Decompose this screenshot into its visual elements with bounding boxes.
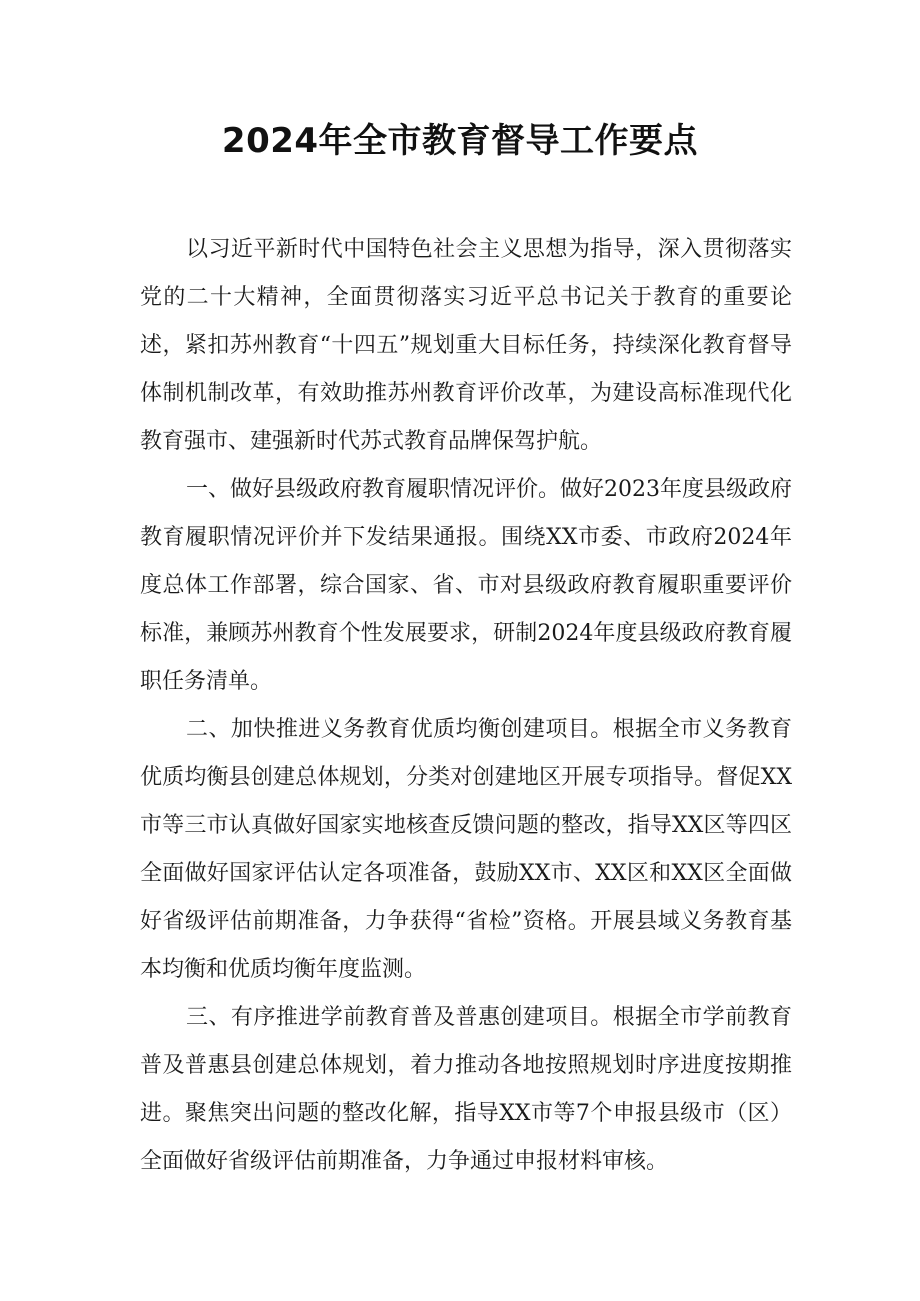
paragraph-intro: 以习近平新时代中国特色社会主义思想为指导，深入贯彻落实党的二十大精神，全面贯彻落实习近平总书记关于教育的重要论述，紧扣苏州教育“十四五”规划重大目标任务，持续深化教育督导体制机制改革，有效助推苏州教育评价改革，为建设高标准现代化教育强市、建强新时代苏式教育品牌保驾护航。 — [140, 237, 792, 454]
document-body — [140, 226, 792, 1186]
document-title: 2024年全市教育督导工作要点 — [221, 121, 699, 161]
paragraph-section-1: 一、做好县级政府教育履职情况评价。做好2023年度县级政府教育履职情况评价并下发结果通报。围绕XX市委、市政府2024年度总体工作部署，综合国家、省、市对县级政府教育履职重要评价标准，兼顾苏州教育个性发展要求，研制2024年度县级政府教育履职任务清单。 — [140, 477, 792, 694]
paragraph-section-3: 三、有序推进学前教育普及普惠创建项目。根据全市学前教育普及普惠县创建总体规划，着力推动各地按照规划时序进度按期推进。聚焦突出问题的整改化解，指导XX市等7个申报县级市（区）全面做好省级评估前期准备，力争通过申报材料审核。 — [140, 1005, 792, 1174]
paragraph-section-2: 二、加快推进义务教育优质均衡创建项目。根据全市义务教育优质均衡县创建总体规划，分类对创建地区开展专项指导。督促XX市等三市认真做好国家实地核查反馈问题的整改，指导XX区等四区全面做好国家评估认定各项准备，鼓励XX市、XX区和XX区全面做好省级评估前期准备，力争获得“省检”资格。开展县域义务教育基本均衡和优质均衡年度监测。 — [140, 717, 792, 982]
